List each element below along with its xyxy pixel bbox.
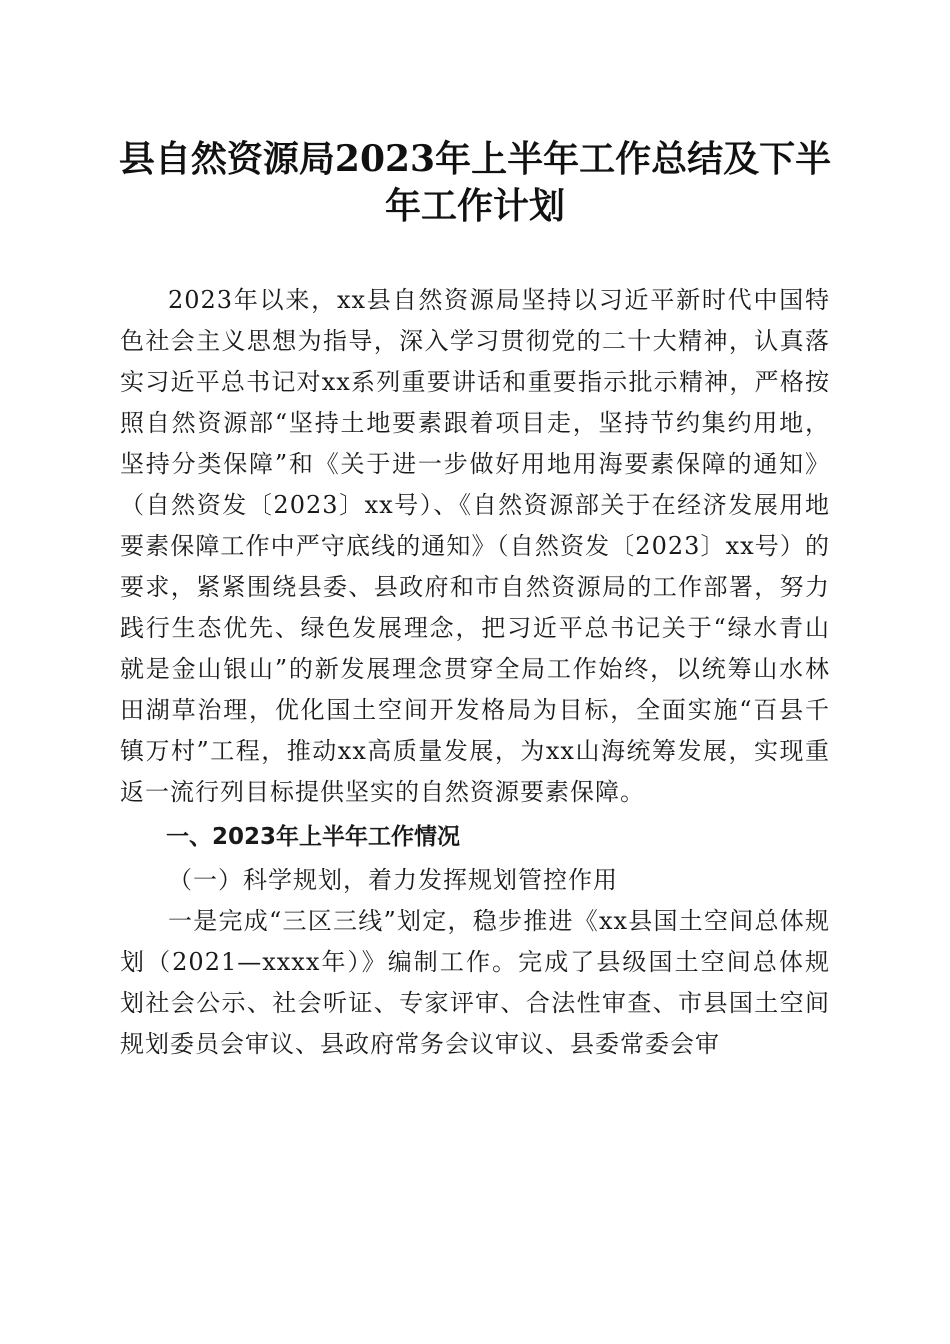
body-paragraph: 一是完成“三区三线”划定，稳步推进《xx县国土空间总体规划（2021—xxxx年）》编制工作。完成了县级国土空间总体规划社会公示、社会听证、专家评审、合法性审查、市县国土空间规划委员会审议、县政府常务会议审议、县委常委会审 [120,907,830,1058]
document-body [120,280,830,1065]
title-line-2: 年工作计划 [384,185,565,227]
intro-paragraph: 2023年以来，xx县自然资源局坚持以习近平新时代中国特色社会主义思想为指导，深入学习贯彻党的二十大精神，认真落实习近平总书记对xx系列重要讲话和重要指示批示精神，严格按照自然资源部“坚持土地要素跟着项目走，坚持节约集约用地，坚持分类保障”和《关于进一步做好用地用海要素保障的通知》（自然资发〔2023〕xx号）、《自然资源部关于在经济发展用地要素保障工作中严守底线的通知》（自然资发〔2023〕xx号）的要求，紧紧围绕县委、县政府和市自然资源局的工作部署，努力践行生态优先、绿色发展理念，把习近平总书记关于“绿水青山就是金山银山”的新发展理念贯穿全局工作始终，以统筹山水林田湖草治理，优化国土空间开发格局为目标，全面实施“百县千镇万村”工程，推动xx高质量发展，为xx山海统筹发展，实现重返一流行列目标提供坚实的自然资源要素保障。 [120,286,830,806]
section-heading: 一、2023年上半年工作情况 [166,824,461,850]
title-line-1: 县自然资源局2023年上半年工作总结及下半 [118,138,832,180]
document-title [100,136,850,230]
subsection-heading: （一）科学规划，着力发挥规划管控作用 [168,866,618,894]
